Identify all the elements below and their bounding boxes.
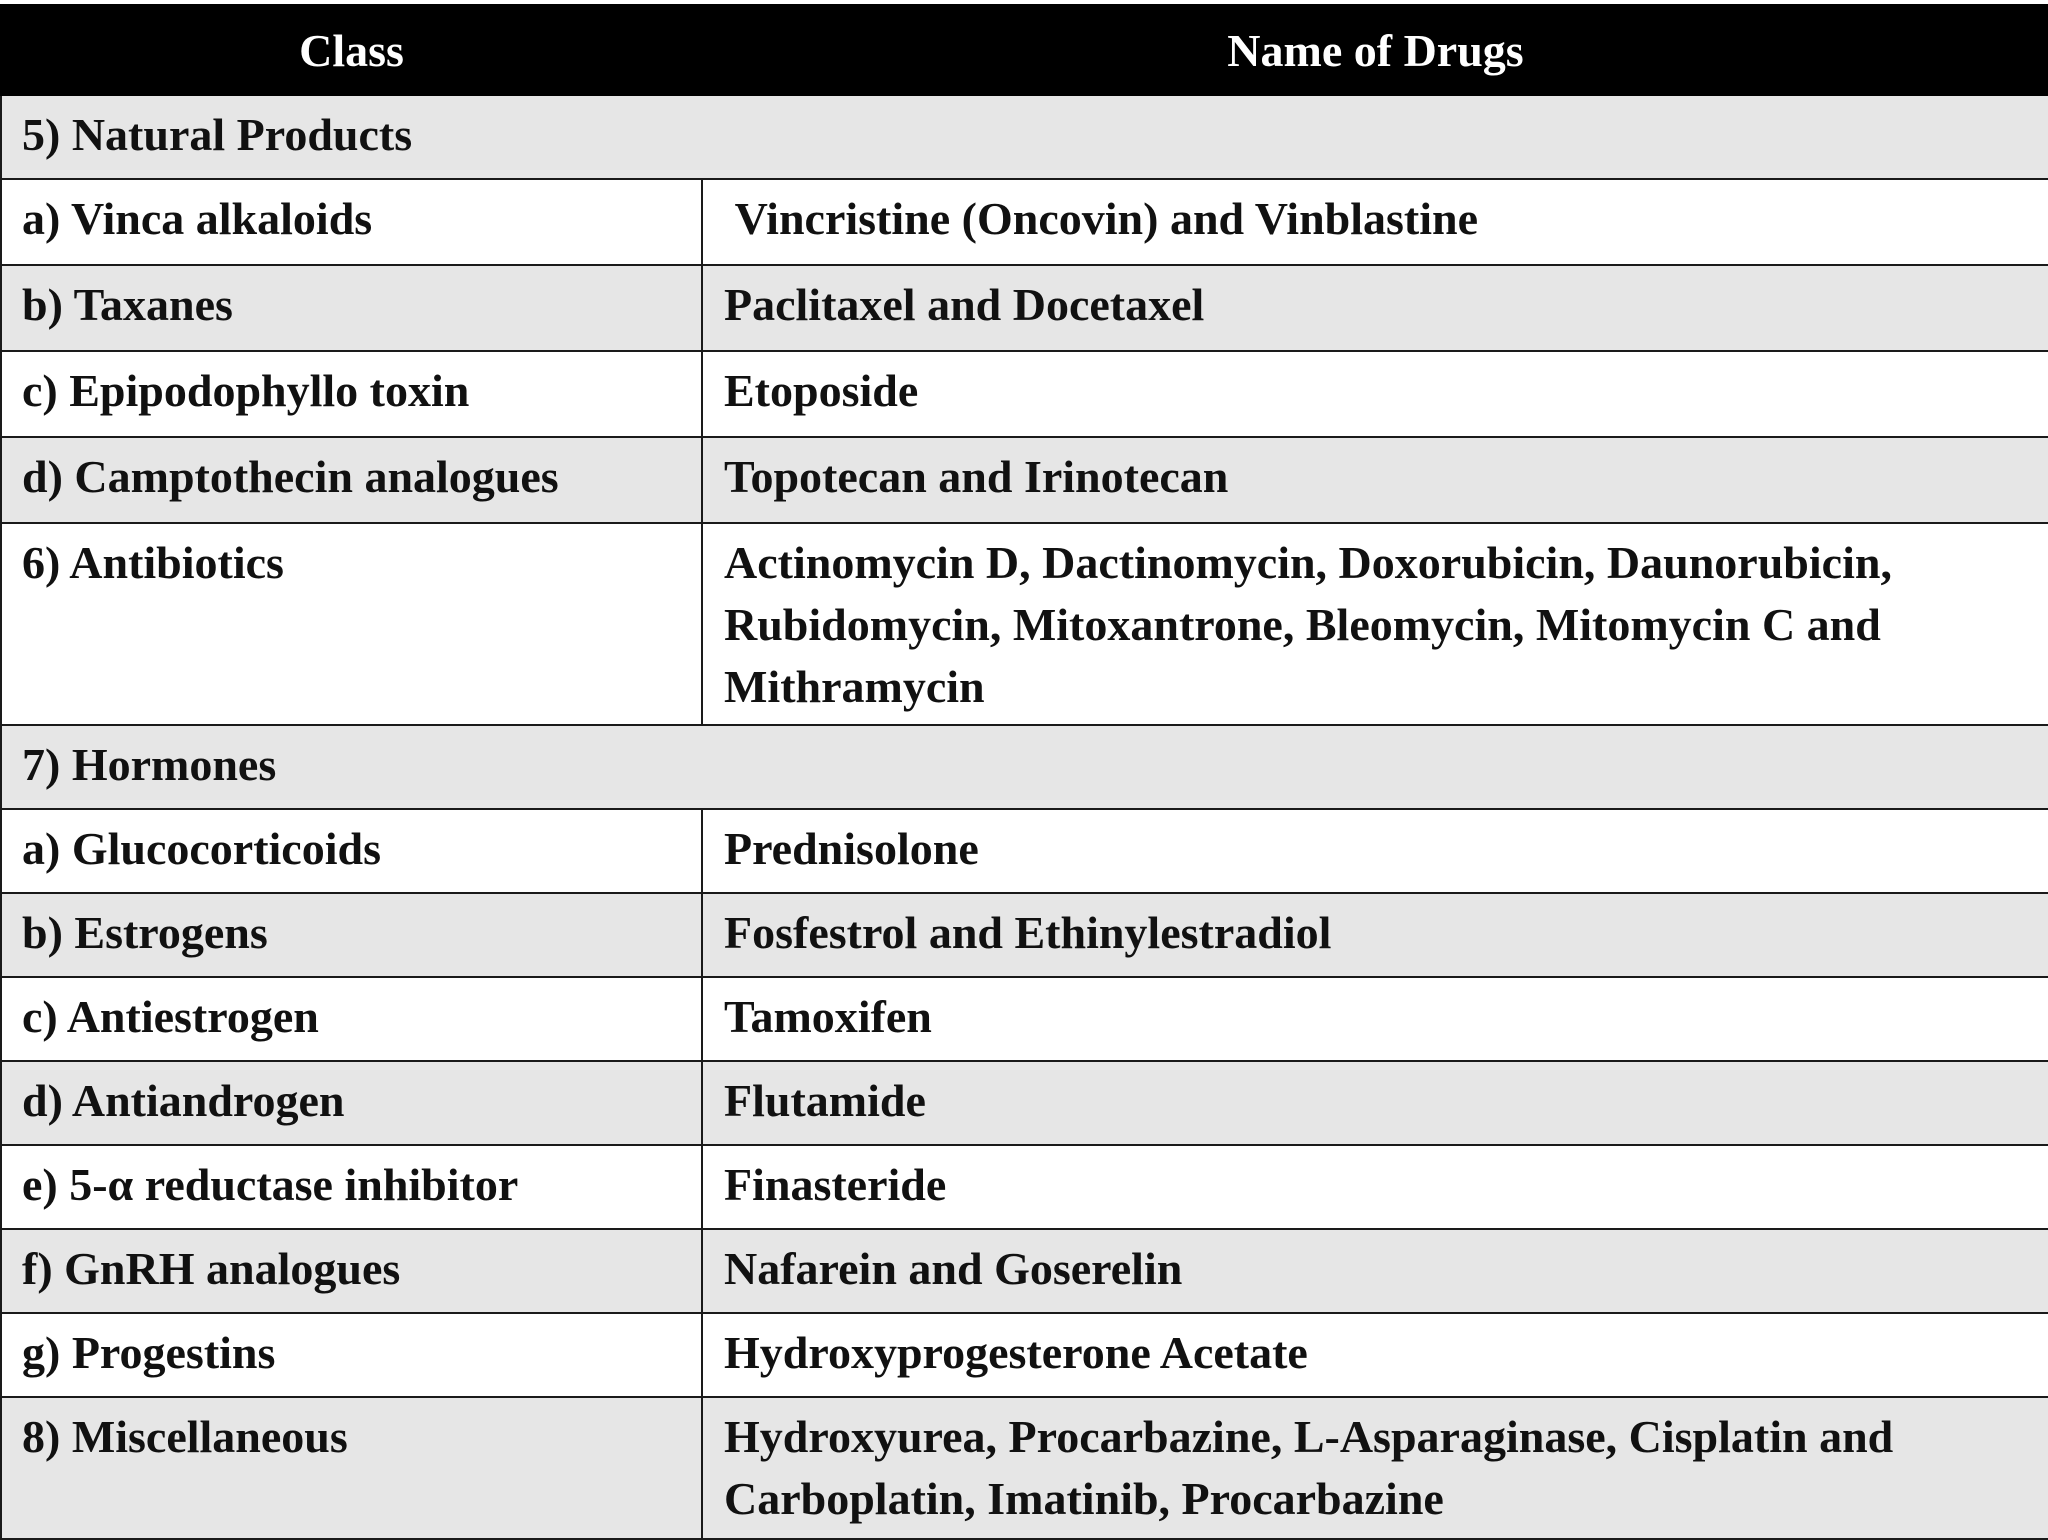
drugs-cell: Prednisolone xyxy=(702,809,2048,893)
section-row-natural-products xyxy=(1,95,2048,179)
header-class: Class xyxy=(1,5,702,95)
header-drugs: Name of Drugs xyxy=(702,5,2048,95)
section-label: 7) Hormones xyxy=(1,725,2048,809)
class-cell: d) Antiandrogen xyxy=(1,1061,702,1145)
drugs-cell: Hydroxyprogesterone Acetate xyxy=(702,1313,2048,1397)
section-label: 5) Natural Products xyxy=(1,95,2048,179)
drugs-cell: Paclitaxel and Docetaxel xyxy=(702,265,2048,351)
drugs-cell: Vincristine (Oncovin) and Vinblastine xyxy=(702,179,2048,265)
table-header xyxy=(1,5,2048,95)
table-row xyxy=(1,265,2048,351)
section-row-hormones xyxy=(1,725,2048,809)
class-cell: a) Glucocorticoids xyxy=(1,809,702,893)
table-row xyxy=(1,1313,2048,1397)
drugs-cell: Tamoxifen xyxy=(702,977,2048,1061)
class-cell: f) GnRH analogues xyxy=(1,1229,702,1313)
table-row xyxy=(1,893,2048,977)
drugs-cell: Actinomycin D, Dactinomycin, Doxorubicin, Daunorubicin, Rubidomycin, Mitoxantrone, Bleomycin, Mitomycin C and Mithramycin xyxy=(702,523,2048,725)
table-row xyxy=(1,437,2048,523)
table-row xyxy=(1,1229,2048,1313)
class-cell: c) Epipodophyllo toxin xyxy=(1,351,702,437)
class-cell: 8) Miscellaneous xyxy=(1,1397,702,1539)
drugs-cell: Nafarein and Goserelin xyxy=(702,1229,2048,1313)
class-cell: e) 5-α reductase inhibitor xyxy=(1,1145,702,1229)
class-cell: b) Taxanes xyxy=(1,265,702,351)
drugs-cell: Fosfestrol and Ethinylestradiol xyxy=(702,893,2048,977)
drugs-cell: Flutamide xyxy=(702,1061,2048,1145)
table-row xyxy=(1,351,2048,437)
drugs-cell: Finasteride xyxy=(702,1145,2048,1229)
table-row xyxy=(1,1145,2048,1229)
class-cell: 6) Antibiotics xyxy=(1,523,702,725)
drugs-cell: Etoposide xyxy=(702,351,2048,437)
table-row xyxy=(1,1061,2048,1145)
table-body xyxy=(1,95,2048,1539)
class-cell: a) Vinca alkaloids xyxy=(1,179,702,265)
table-row xyxy=(1,1397,2048,1539)
table-row xyxy=(1,523,2048,725)
class-cell: d) Camptothecin analogues xyxy=(1,437,702,523)
table-row xyxy=(1,809,2048,893)
class-cell: c) Antiestrogen xyxy=(1,977,702,1061)
drug-class-table xyxy=(0,4,2048,1540)
header-row xyxy=(1,5,2048,95)
table-row xyxy=(1,179,2048,265)
table-row xyxy=(1,977,2048,1061)
drugs-cell: Topotecan and Irinotecan xyxy=(702,437,2048,523)
class-cell: g) Progestins xyxy=(1,1313,702,1397)
drugs-cell: Hydroxyurea, Procarbazine, L-Asparaginase, Cisplatin and Carboplatin, Imatinib, Procarbazine xyxy=(702,1397,2048,1539)
class-cell: b) Estrogens xyxy=(1,893,702,977)
